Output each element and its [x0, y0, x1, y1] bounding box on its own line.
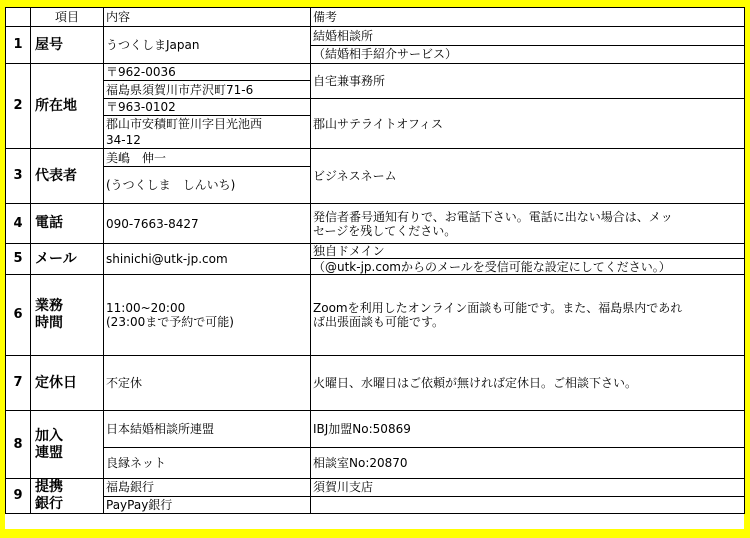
row-item: 定休日: [31, 356, 104, 411]
info-sheet: [5, 7, 744, 529]
remark-line: Zoomを利用したオンライン面談も可能です。また、福島県内であれ: [313, 301, 683, 315]
item-line: 業務: [35, 298, 63, 314]
address: 郡山市安積町笹川字目光池西: [104, 116, 311, 133]
row-remark: [311, 275, 745, 356]
association-name: 良縁ネット: [104, 448, 311, 479]
row-remark: 須賀川支店: [311, 479, 745, 497]
row-item: 所在地: [31, 64, 104, 149]
header-num: [6, 8, 31, 27]
row-remark: 結婚相談所: [311, 27, 745, 46]
row-item: 屋号: [31, 27, 104, 64]
row-number: 5: [6, 244, 31, 275]
bank-name: 福島銀行: [104, 479, 311, 497]
header-content: 内容: [104, 8, 311, 27]
row-remark: IBJ加盟No:50869: [311, 411, 745, 448]
row-number: 7: [6, 356, 31, 411]
zip-code: 〒962-0036: [104, 64, 311, 81]
row-number: 9: [6, 479, 31, 514]
item-line: 提携: [35, 479, 63, 495]
table-row: [6, 64, 745, 81]
row-remark: 郡山サテライトオフィス: [311, 99, 745, 149]
item-line: 銀行: [35, 496, 63, 512]
header-item: 項目: [31, 8, 104, 27]
row-remark: 自宅兼事務所: [311, 64, 745, 99]
remark-line: セージを残してください。: [313, 223, 457, 238]
bank-name: PayPay銀行: [104, 496, 311, 514]
address: 34-12: [104, 132, 311, 149]
table-row: [6, 275, 745, 356]
row-number: 8: [6, 411, 31, 479]
row-number: 3: [6, 149, 31, 204]
row-remark: （@utk-jp.comからのメールを受信可能な設定にしてください。）: [311, 259, 745, 275]
remark-line: ば出張面談も可能です。: [313, 315, 445, 329]
table-subrow: [6, 496, 745, 514]
row-content: 不定休: [104, 356, 311, 411]
table-row: [6, 411, 745, 448]
table-subrow: [6, 448, 745, 479]
table-row: [6, 479, 745, 497]
zip-code: 〒963-0102: [104, 99, 311, 116]
header-remarks: 備考: [311, 8, 745, 27]
item-line: 加入: [35, 427, 63, 444]
row-content: うつくしまJapan: [104, 27, 311, 64]
item-line: 時間: [35, 315, 63, 331]
row-item: メール: [31, 244, 104, 275]
association-name: 日本結婚相談所連盟: [104, 411, 311, 448]
email-address: shinichi@utk-jp.com: [104, 244, 311, 275]
row-number: 6: [6, 275, 31, 356]
row-number: 1: [6, 27, 31, 64]
row-item: [31, 411, 104, 479]
row-number: 4: [6, 204, 31, 244]
row-number: 2: [6, 64, 31, 149]
row-remark: （結婚相手紹介サービス）: [311, 45, 745, 64]
row-item: 電話: [31, 204, 104, 244]
table-row: [6, 356, 745, 411]
row-remark: 相談室No:20870: [311, 448, 745, 479]
row-remark: [311, 496, 745, 514]
table-row: [6, 204, 745, 244]
representative-reading: (うつくしま しんいち): [104, 167, 311, 204]
row-item: 代表者: [31, 149, 104, 204]
row-remark: ビジネスネーム: [311, 149, 745, 204]
header-row: [6, 8, 745, 27]
table-row: [6, 149, 745, 167]
table-row: [6, 27, 745, 46]
row-remark: 独自ドメイン: [311, 244, 745, 259]
row-content: [104, 275, 311, 356]
business-hours: 11:00~20:00: [106, 301, 186, 315]
remark-line: 発信者番号通知有りで、お電話下さい。電話に出ない場合は、メッ: [313, 209, 673, 224]
table-row: [6, 244, 745, 259]
row-remark: 火曜日、水曜日はご依頼が無ければ定休日。ご相談下さい。: [311, 356, 745, 411]
address: 福島県須賀川市芹沢町71-6: [104, 81, 311, 99]
row-remark: [311, 204, 745, 244]
representative-name: 美嶋 伸一: [104, 149, 311, 167]
business-hours-note: (23:00まで予約で可能): [106, 315, 234, 329]
row-item: [31, 479, 104, 514]
business-info-table: [5, 7, 745, 514]
phone-number: 090-7663-8427: [104, 204, 311, 244]
row-item: [31, 275, 104, 356]
table-subrow: [6, 99, 745, 116]
item-line: 連盟: [35, 444, 63, 461]
